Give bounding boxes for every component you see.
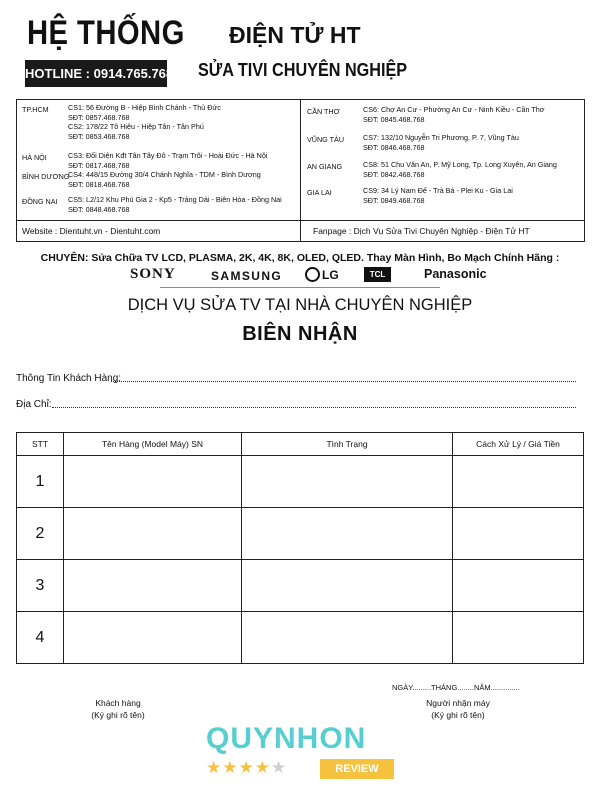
branch-address: CS3: Đối Diện Kđt Tân Tây Đô - Trạm Trôi - Hoài Đức - Hà Nội (68, 151, 268, 160)
star-icon: ★ (222, 758, 239, 777)
panasonic-logo: Panasonic (424, 267, 487, 281)
row-number: 2 (17, 508, 64, 560)
star-half-icon: ★ (271, 758, 288, 777)
row-number: 3 (17, 560, 64, 612)
model-cell[interactable] (64, 612, 242, 664)
branch-phone: SĐT: 0848.468.768 (68, 204, 130, 214)
col-header-price: Cách Xử Lý / Giá Tiền (453, 433, 584, 456)
branch-city: VŨNG TÀU (307, 135, 345, 144)
model-cell[interactable] (64, 560, 242, 612)
status-cell[interactable] (242, 560, 453, 612)
branch-phone: SĐT: 0857.468.768 (68, 112, 130, 122)
branch-city: CẦN THƠ (307, 107, 340, 116)
customer-info-field[interactable] (16, 373, 576, 384)
branch-phone: SĐT: 0845.468.768 (363, 114, 425, 124)
table-header-row (17, 433, 584, 456)
row-number: 1 (17, 456, 64, 508)
section-divider (160, 287, 440, 288)
branch-phone: SĐT: 0817.468.768 (68, 160, 130, 170)
model-cell[interactable] (64, 508, 242, 560)
branch-city: BÌNH DƯƠNG (22, 172, 70, 181)
customer-signature-title: Khách hàng (95, 698, 141, 708)
branch-address: CS1: 56 Đường B - Hiệp Bình Chánh - Thủ Đức (68, 103, 221, 112)
status-cell[interactable] (242, 456, 453, 508)
star-icon: ★ (238, 758, 255, 777)
branch-address: CS5: L2/12 Khu Phú Gia 2 - Kp5 - Trảng Dài - Biên Hòa - Đồng Nai (68, 195, 282, 204)
address-label: Địa Chỉ: (16, 399, 52, 410)
table-row (17, 560, 584, 612)
brand-logos (0, 266, 600, 286)
branch-city: HÀ NỘI (22, 153, 47, 162)
samsung-logo: SAMSUNG (211, 269, 283, 283)
sony-logo: SONY (130, 266, 176, 282)
tagline: SỬA TIVI CHUYÊN NGHIỆP (198, 60, 408, 80)
rating-stars-icon (206, 758, 287, 778)
service-title: DỊCH VỤ SỬA TV TẠI NHÀ CHUYÊN NGHIỆP (127, 296, 473, 314)
table-row (17, 612, 584, 664)
price-cell[interactable] (453, 456, 584, 508)
branch-city: GIA LAI (307, 188, 332, 197)
branch-address: CS2: 178/22 Tô Hiệu - Hiệp Tân - Tân Phú (68, 122, 204, 132)
document-title: BIÊN NHẬN (242, 323, 358, 345)
branch-address: CS4: 448/15 Đường 30/4 Chánh Nghĩa - TDM - Bình Dương (68, 170, 261, 180)
website-text: Website : Dientuht.vn - Dientuht.com (22, 226, 161, 236)
price-cell[interactable] (453, 560, 584, 612)
lg-logo (305, 268, 339, 283)
table-row (17, 456, 584, 508)
review-badge: REVIEW (320, 759, 394, 779)
price-cell[interactable] (453, 508, 584, 560)
row-number: 4 (17, 612, 64, 664)
branch-city: ĐỒNG NAI (22, 197, 58, 206)
lg-circle-icon (305, 267, 320, 282)
hotline-badge: HOTLINE : 0914.765.768 (25, 60, 167, 87)
branch-divider-horizontal (17, 220, 584, 221)
branch-address: CS7: 132/10 Nguyễn Tri Phương, P. 7, Vũng Tàu (363, 133, 519, 142)
item-table (16, 432, 584, 664)
brand-subtitle: ĐIỆN TỬ HT (229, 22, 361, 48)
table-row (17, 508, 584, 560)
status-cell[interactable] (242, 508, 453, 560)
branch-phone: SĐT: 0846.468.768 (363, 142, 425, 152)
address-dotted-line (52, 407, 576, 408)
col-header-status: Tình Trạng (242, 433, 453, 456)
col-header-model: Tên Hàng (Model Máy) SN (64, 433, 242, 456)
branch-address: CS8: 51 Chu Văn An, P. Mỹ Long, Tp. Long Xuyên, An Giang (363, 160, 557, 169)
branch-phone: SĐT: 0842.468.768 (363, 169, 425, 179)
customer-info-dotted-line (111, 381, 576, 382)
date-line: NGÀY.........THÁNG........NĂM.............. (392, 683, 520, 692)
branch-phone: SĐT: 0849.468.768 (363, 195, 425, 205)
status-cell[interactable] (242, 612, 453, 664)
model-cell[interactable] (64, 456, 242, 508)
price-cell[interactable] (453, 612, 584, 664)
branch-list-box (16, 99, 585, 242)
customer-info-label: Thông Tin Khách Hàng: (16, 373, 122, 384)
services-line: CHUYÊN: Sửa Chữa TV LCD, PLASMA, 2K, 4K, 8K, OLED, QLED. Thay Màn Hình, Bo Mạch Chính Hãng : (40, 252, 560, 264)
customer-signature-note: (Ký ghi rõ tên) (91, 710, 145, 720)
receiver-signature-title: Người nhận máy (426, 698, 490, 708)
branch-phone: SĐT: 0818.468.768 (68, 179, 130, 189)
lg-logo-text: LG (322, 268, 339, 282)
star-icon: ★ (206, 758, 223, 777)
customer-signature-block (72, 697, 164, 721)
fanpage-text: Fanpage : Dịch Vụ Sửa Tivi Chuyên Nghiệp - Điện Tử HT (313, 226, 530, 236)
col-header-stt: STT (17, 433, 64, 456)
brand-title: HỆ THỐNG (27, 14, 185, 52)
branch-address: CS6: Chợ An Cư - Phường An Cư - Ninh Kiều - Cần Thơ (363, 105, 545, 114)
star-icon: ★ (254, 758, 271, 777)
tcl-logo: TCL (364, 267, 391, 282)
branch-phone: SĐT: 0853.468.768 (68, 131, 130, 141)
address-field[interactable] (16, 399, 576, 410)
branch-address: CS9: 34 Lý Nam Đế - Trà Bá - Plei Ku - Gia Lai (363, 186, 513, 195)
watermark-logo-text: QUYNHON (206, 722, 367, 755)
branch-city: TP.HCM (22, 105, 49, 114)
receiver-signature-block (412, 697, 504, 721)
receiver-signature-note: (Ký ghi rõ tên) (431, 710, 485, 720)
branch-city: AN GIANG (307, 162, 343, 171)
